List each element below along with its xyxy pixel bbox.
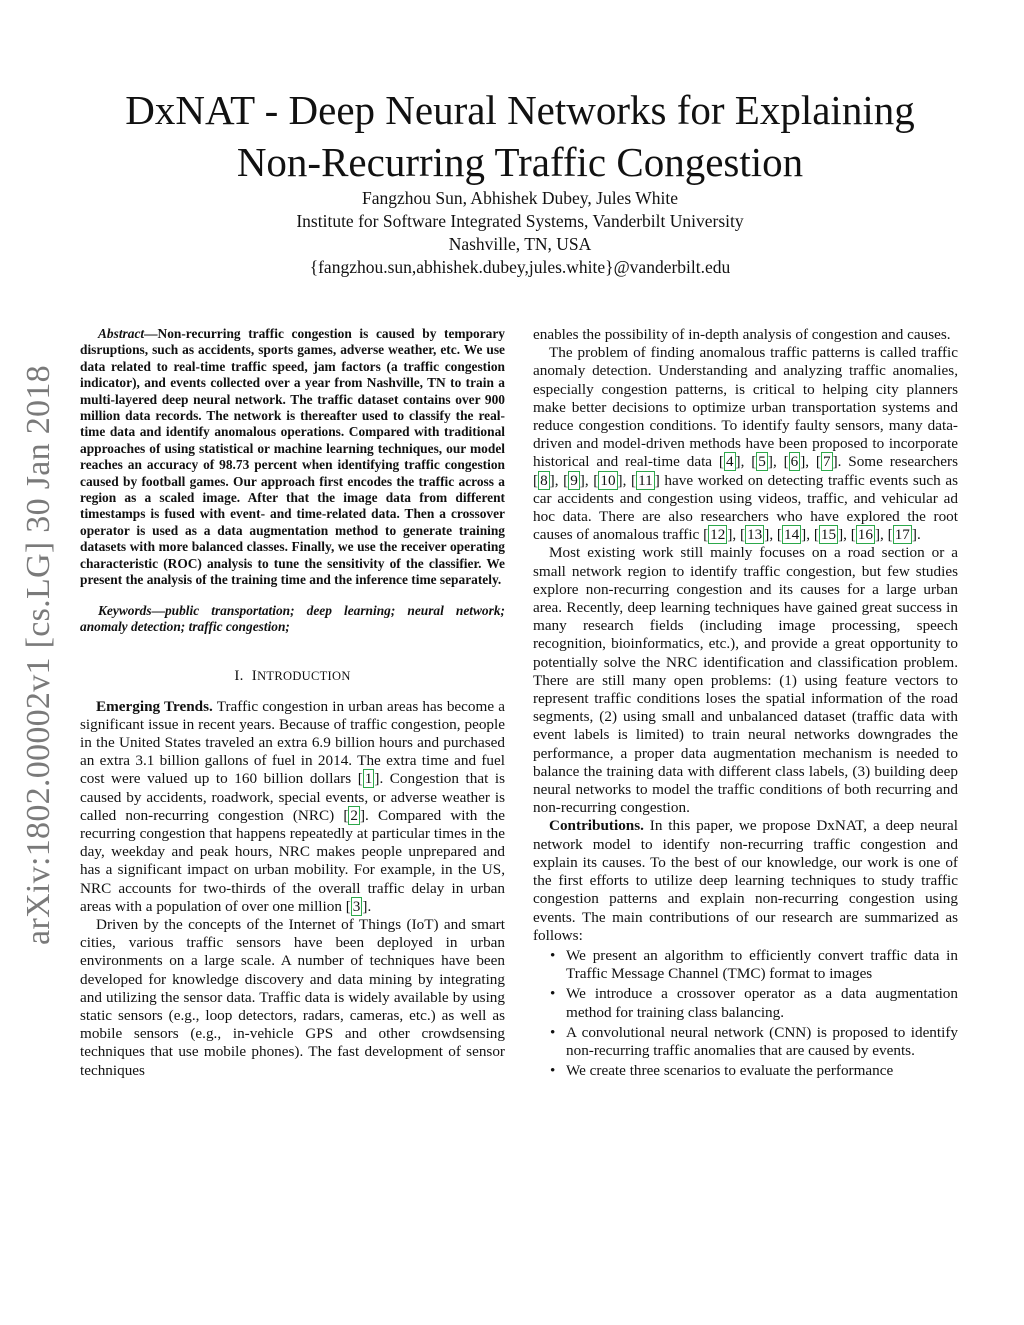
citation-link[interactable]: 2 (350, 806, 358, 824)
paper-title (60, 84, 980, 188)
author-location: Nashville, TN, USA (448, 234, 592, 254)
list-item (533, 1024, 958, 1060)
title-line-2: Non-Recurring Traffic Congestion (236, 139, 804, 185)
keywords-label: Keywords (98, 602, 152, 618)
right-column (533, 326, 958, 1082)
abstract (80, 326, 505, 589)
paragraph-text: have worked on detecting traffic events such as car accidents and congestion using videos, traffic, and vehicular ad hoc data. There are also researchers who have explored the root causes of anomalous traffic (533, 471, 958, 544)
citation-link[interactable]: 4 (725, 453, 734, 471)
paragraph-text: . Compared with the recurring congestion that happens repeatedly at particular times in the day, weekday and peak hours, NRC makes people unprepared and has a significant impact on urban mobility. For example, in the US, NRC accounts for two-thirds of the overall traffic delay in urban areas with a population of over one million (80, 806, 505, 915)
bullet-icon: • (550, 1062, 556, 1080)
list-item-text: We introduce a crossover operator as a data augmentation method for training class balancing. (566, 985, 958, 1021)
paragraph-text: . Congestion that is caused by accidents, roadwork, special events, or adverse weather is called non-recurring congestion (NRC) (80, 770, 506, 824)
paragraph-lead: Emerging Trends. (96, 697, 213, 715)
citation-link[interactable]: 9 (570, 471, 578, 489)
paragraph-emerging-trends: Emerging Trends. Traffic congestion in urban areas has become a significant issue in recent years. Because of traffic congestion, people in the United States traveled an extra 6.9 billion hours and purchased an extra 3.1 billion gallons of fuel in 2014. The extra time and fuel cost were valued up to 160 billion dollars [ 1 ]. Congestion that is caused by accidents, roadwork, special events, or adverse weather is called non-recurring congestion (NRC) [ 2 ]. Compared with the recurring congestion that happens repeatedly at particular times in the day, weekday and peak hours, NRC makes people unprepared and has a significant impact on urban mobility. For example, in the US, NRC accounts for two-thirds of the overall traffic delay in urban areas with a population of over one million [ 3 ]. (80, 697, 506, 915)
paragraph-text: The problem of finding anomalous traffic patterns is called traffic anomaly detection. Understanding and analyzing traffic anomalies, especially congestion patterns, is critical to helping city planners make better decisions to optimize urban transportation systems and reduce congestion conditions. To identify faulty sensors, many data-driven and model-driven methods have been proposed to incorporate historical and real-time data (533, 344, 958, 471)
citation-link[interactable]: 12 (710, 526, 726, 544)
paragraph-text: In this paper, we propose DxNAT, a deep neural network model to identify non-recurring traffic congestion and explain its causes. To the best of our knowledge, our work is one of the first efforts to utilize deep learning techniques to study traffic congestion patterns and explain non-recurring congestion using events. The main contributions of our research are summarized as follows: (533, 817, 958, 944)
bullet-icon: • (550, 946, 556, 964)
section-heading-introduction (80, 667, 505, 685)
section-first-letter: I (251, 668, 258, 685)
paragraph-iot: Driven by the concepts of the Internet of Things (IoT) and smart cities, various traffic sensors have been deployed in urban environments on a large scale. A number of techniques have been developed for knowledge discovery and data mining by integrating and utilizing the sensor data. Traffic data is widely available by using static sensors (e.g., loop detectors, radars, cameras, etc.) as well as mobile sensors (e.g., in-vehicle GPS and other crowdsensing techniques that use mobile phones). The fast development of sensor techniques (80, 915, 505, 1079)
author-affiliation: Institute for Software Integrated Systems, Vanderbilt University (296, 211, 744, 231)
citation-link[interactable]: 15 (820, 526, 837, 544)
bullet-icon: • (550, 985, 556, 1003)
keywords-text: —public transportation; deep learning; neural network; anomaly detection; traffic congestion; (80, 602, 505, 634)
arxiv-identifier: arXiv:1802.00002v1 [cs.LG] 30 Jan 2018 (20, 365, 57, 945)
citation-link[interactable]: 16 (857, 526, 873, 544)
citation-link[interactable]: 7 (822, 453, 831, 471)
title-line-1: DxNAT - Deep Neural Networks for Explaining (125, 87, 915, 133)
list-item (533, 985, 958, 1021)
paragraph-text: Traffic congestion in urban areas has become a significant issue in recent years. Because of traffic congestion, people in the United States traveled an extra 6.9 billion hours and purchased an extra 3.1 billion gallons of fuel in 2014. The extra time and fuel cost were valued up to 160 billion dollars (80, 697, 505, 788)
citation-link[interactable]: 17 (894, 526, 910, 544)
list-item-text: A convolutional neural network (CNN) is proposed to identify non-recurring traffic anomalies that are caused by events. (566, 1023, 958, 1059)
citation-link[interactable]: 13 (747, 526, 763, 544)
paragraph-continuation: enables the possibility of in-depth analysis of congestion and causes. (533, 326, 951, 343)
contribution-list (533, 947, 958, 1080)
left-column (80, 326, 505, 1080)
citation-link[interactable]: 5 (758, 453, 766, 471)
paragraph-text: . (367, 897, 372, 915)
paragraph-anomaly-detection: The problem of finding anomalous traffic patterns is called traffic anomaly detection. Understanding and analyzing traffic anomalies, especially congestion patterns, is critical to helping city planners make better decisions to optimize urban transportation systems and reduce congestion conditions. To identify faulty sensors, many data-driven and model-driven methods have been proposed to incorporate historical and real-time data [ 4 ], [ 5 ], [ 6 ], [ 7 ]. Some researchers [ 8 ], [ 9 ], [ 10 ], [ 11 ] have worked on detecting traffic events such as car accidents and congestion using videos, traffic, and vehicular ad hoc data. There are also researchers who have explored the root causes of anomalous traffic [ 12 ], [ 13 ], [ 14 ], [ 15 ], [ 16 ], [ 17 ]. (533, 344, 958, 544)
citation-link[interactable]: 8 (540, 471, 548, 489)
author-names: Fangzhou Sun, Abhishek Dubey, Jules White (362, 188, 678, 208)
citation-link[interactable]: 10 (600, 471, 616, 489)
abstract-label: Abstract (98, 326, 145, 341)
arxiv-stamp (18, 360, 60, 950)
paragraph-existing-work: Most existing work still mainly focuses on a road section or a small network region to identify traffic congestion, but few studies explore non-recurring congestion and its causes for a large urban area. Recently, deep learning techniques have gained great success in many research fields (including image processing, speech recognition, bioinformatics, etc.), and provide a great opportunity to potentially solve the NRC identification and classification problem. There are still many open problems: (1) using feature vectors to represent traffic conditions loses the spatial information of the road segments, (2) using small and unbalanced dataset (traffic data with event labels is limited) to train neural networks downgrades the performance, a proper data augmentation mechanism is needed to balance the training data with different class labels, (3) building deep neural networks to model the traffic conditions of both recurring and non-recurring congestion. (533, 544, 958, 817)
keywords (80, 603, 505, 636)
section-rest: NTRODUCTION (257, 669, 351, 684)
paragraph-lead: Contributions. (549, 817, 644, 835)
author-block (60, 187, 980, 279)
paragraph-contributions (533, 817, 958, 944)
bullet-icon: • (550, 1023, 556, 1041)
citation-link[interactable]: 6 (790, 453, 799, 471)
paragraph-text: . (916, 526, 921, 544)
citation-link[interactable]: 3 (352, 897, 361, 915)
author-email: {fangzhou.sun,abhishek.dubey,jules.white}@vanderbilt.edu (309, 257, 731, 277)
paragraph-text: . Some researchers (837, 453, 958, 471)
list-item-text: We create three scenarios to evaluate the performance (566, 1062, 894, 1080)
section-number: I. (234, 668, 244, 685)
abstract-text: —Non-recurring traffic congestion is caused by temporary disruptions, such as accidents, sports games, adverse weather, etc. We use data related to real-time traffic speed, jam factors (a traffic congestion indicator), and events collected over a year from Nashville, TN to train a multi-layered deep neural network. The traffic dataset contains over 900 million data records. The network is thereafter used to classify the real-time data and identify anomalous operations. Compared with traditional approaches of using statistical or machine learning techniques, our model reaches an accuracy of 98.73 percent when identifying traffic congestion caused by football games. Our approach first encodes the traffic across a region as a scaled image. After that the image data from different timestamps is fused with event- and time-related data. Then a crossover operator is used as a data augmentation method to generate training datasets with more balanced classes. Finally, we use the receiver operating characteristic (ROC) analysis to tune the sensitivity of the classifier. We present the analysis of the training time and the inference time separately. (80, 326, 505, 588)
list-item (533, 1062, 958, 1080)
citation-link[interactable]: 1 (364, 770, 373, 788)
list-item-text: We present an algorithm to efficiently convert traffic data in Traffic Message Channel (TMC) format to images (566, 946, 958, 983)
citation-link[interactable]: 11 (638, 471, 653, 489)
citation-link[interactable]: 14 (783, 526, 800, 544)
list-item (533, 947, 958, 983)
